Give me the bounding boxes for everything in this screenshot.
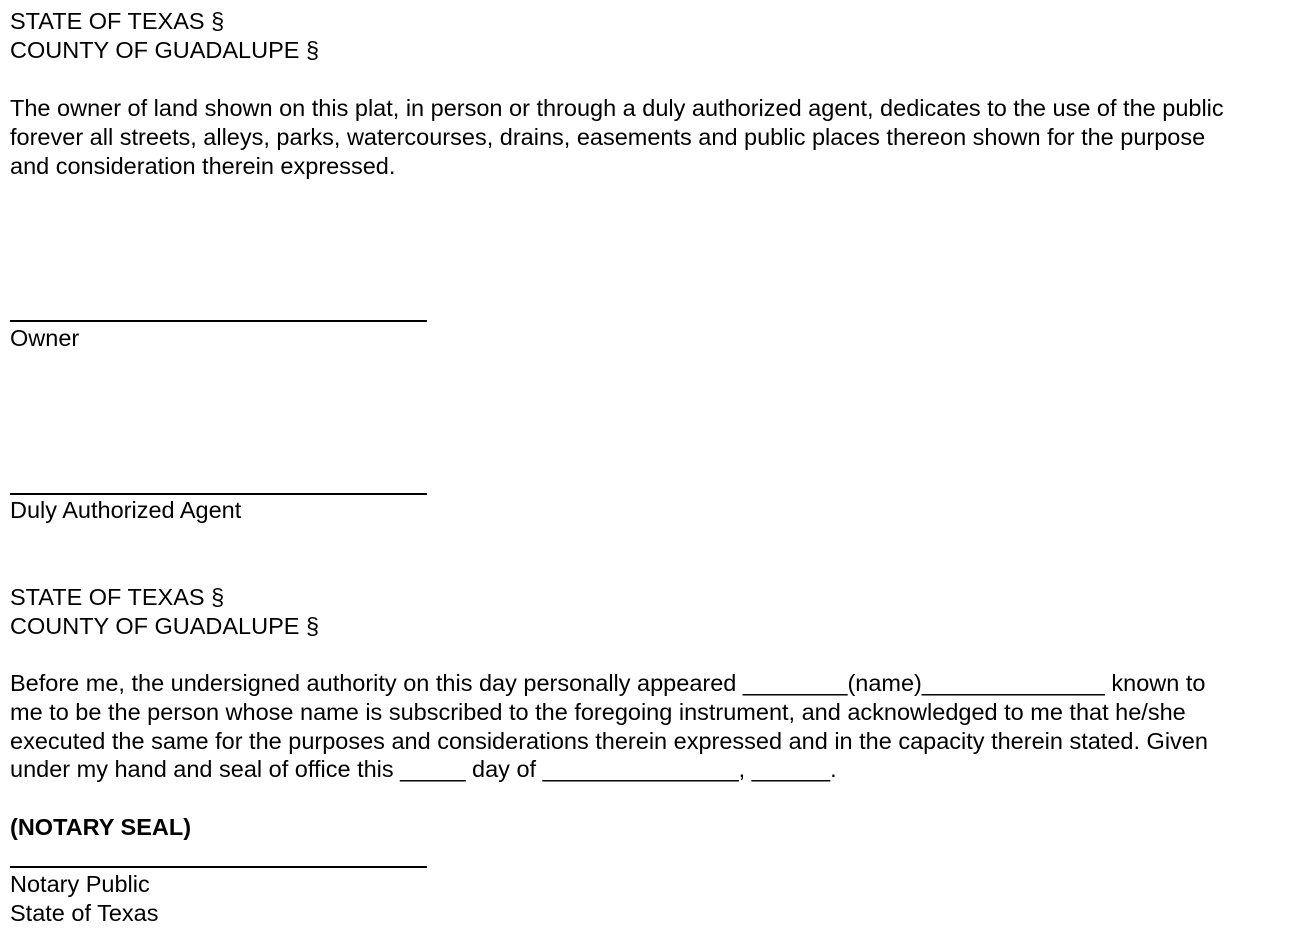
state-line-2: STATE OF TEXAS § bbox=[10, 584, 225, 610]
agent-signature-line[interactable] bbox=[10, 493, 427, 495]
state-line: STATE OF TEXAS § bbox=[10, 8, 225, 34]
notary-state: State of Texas bbox=[10, 899, 159, 926]
notary-block bbox=[10, 870, 159, 928]
acknowledgment-line-1: Before me, the undersigned authority on this day personally appeared ________(name)______________ known to bbox=[10, 670, 1206, 696]
acknowledgment-line-4: under my hand and seal of office this _____ day of _______________, ______. bbox=[10, 756, 837, 783]
county-line-2: COUNTY OF GUADALUPE § bbox=[10, 612, 320, 639]
venue-header-1 bbox=[10, 7, 319, 65]
owner-signature-line[interactable] bbox=[10, 320, 427, 322]
dedication-line-1: The owner of land shown on this plat, in person or through a duly authorized agent, dedicates to the use of the public bbox=[10, 95, 1224, 121]
agent-label: Duly Authorized Agent bbox=[10, 497, 242, 523]
county-line: COUNTY OF GUADALUPE § bbox=[10, 36, 320, 63]
notary-signature-line[interactable] bbox=[10, 866, 427, 868]
dedication-line-2: forever all streets, alleys, parks, watercourses, drains, easements and public places thereon shown for the purpose bbox=[10, 123, 1206, 150]
dedication-line-3: and consideration therein expressed. bbox=[10, 152, 396, 179]
owner-label: Owner bbox=[10, 325, 80, 351]
acknowledgment-paragraph bbox=[10, 669, 1208, 784]
acknowledgment-line-2: me to be the person whose name is subscribed to the foregoing instrument, and acknowledged to me that he/she bbox=[10, 698, 1186, 725]
dedication-paragraph bbox=[10, 94, 1224, 180]
notary-title: Notary Public bbox=[10, 871, 150, 897]
venue-header-2 bbox=[10, 583, 319, 641]
notary-seal-label: (NOTARY SEAL) bbox=[10, 814, 192, 840]
acknowledgment-line-3: executed the same for the purposes and considerations therein expressed and in the capacity therein stated. Given bbox=[10, 727, 1208, 754]
